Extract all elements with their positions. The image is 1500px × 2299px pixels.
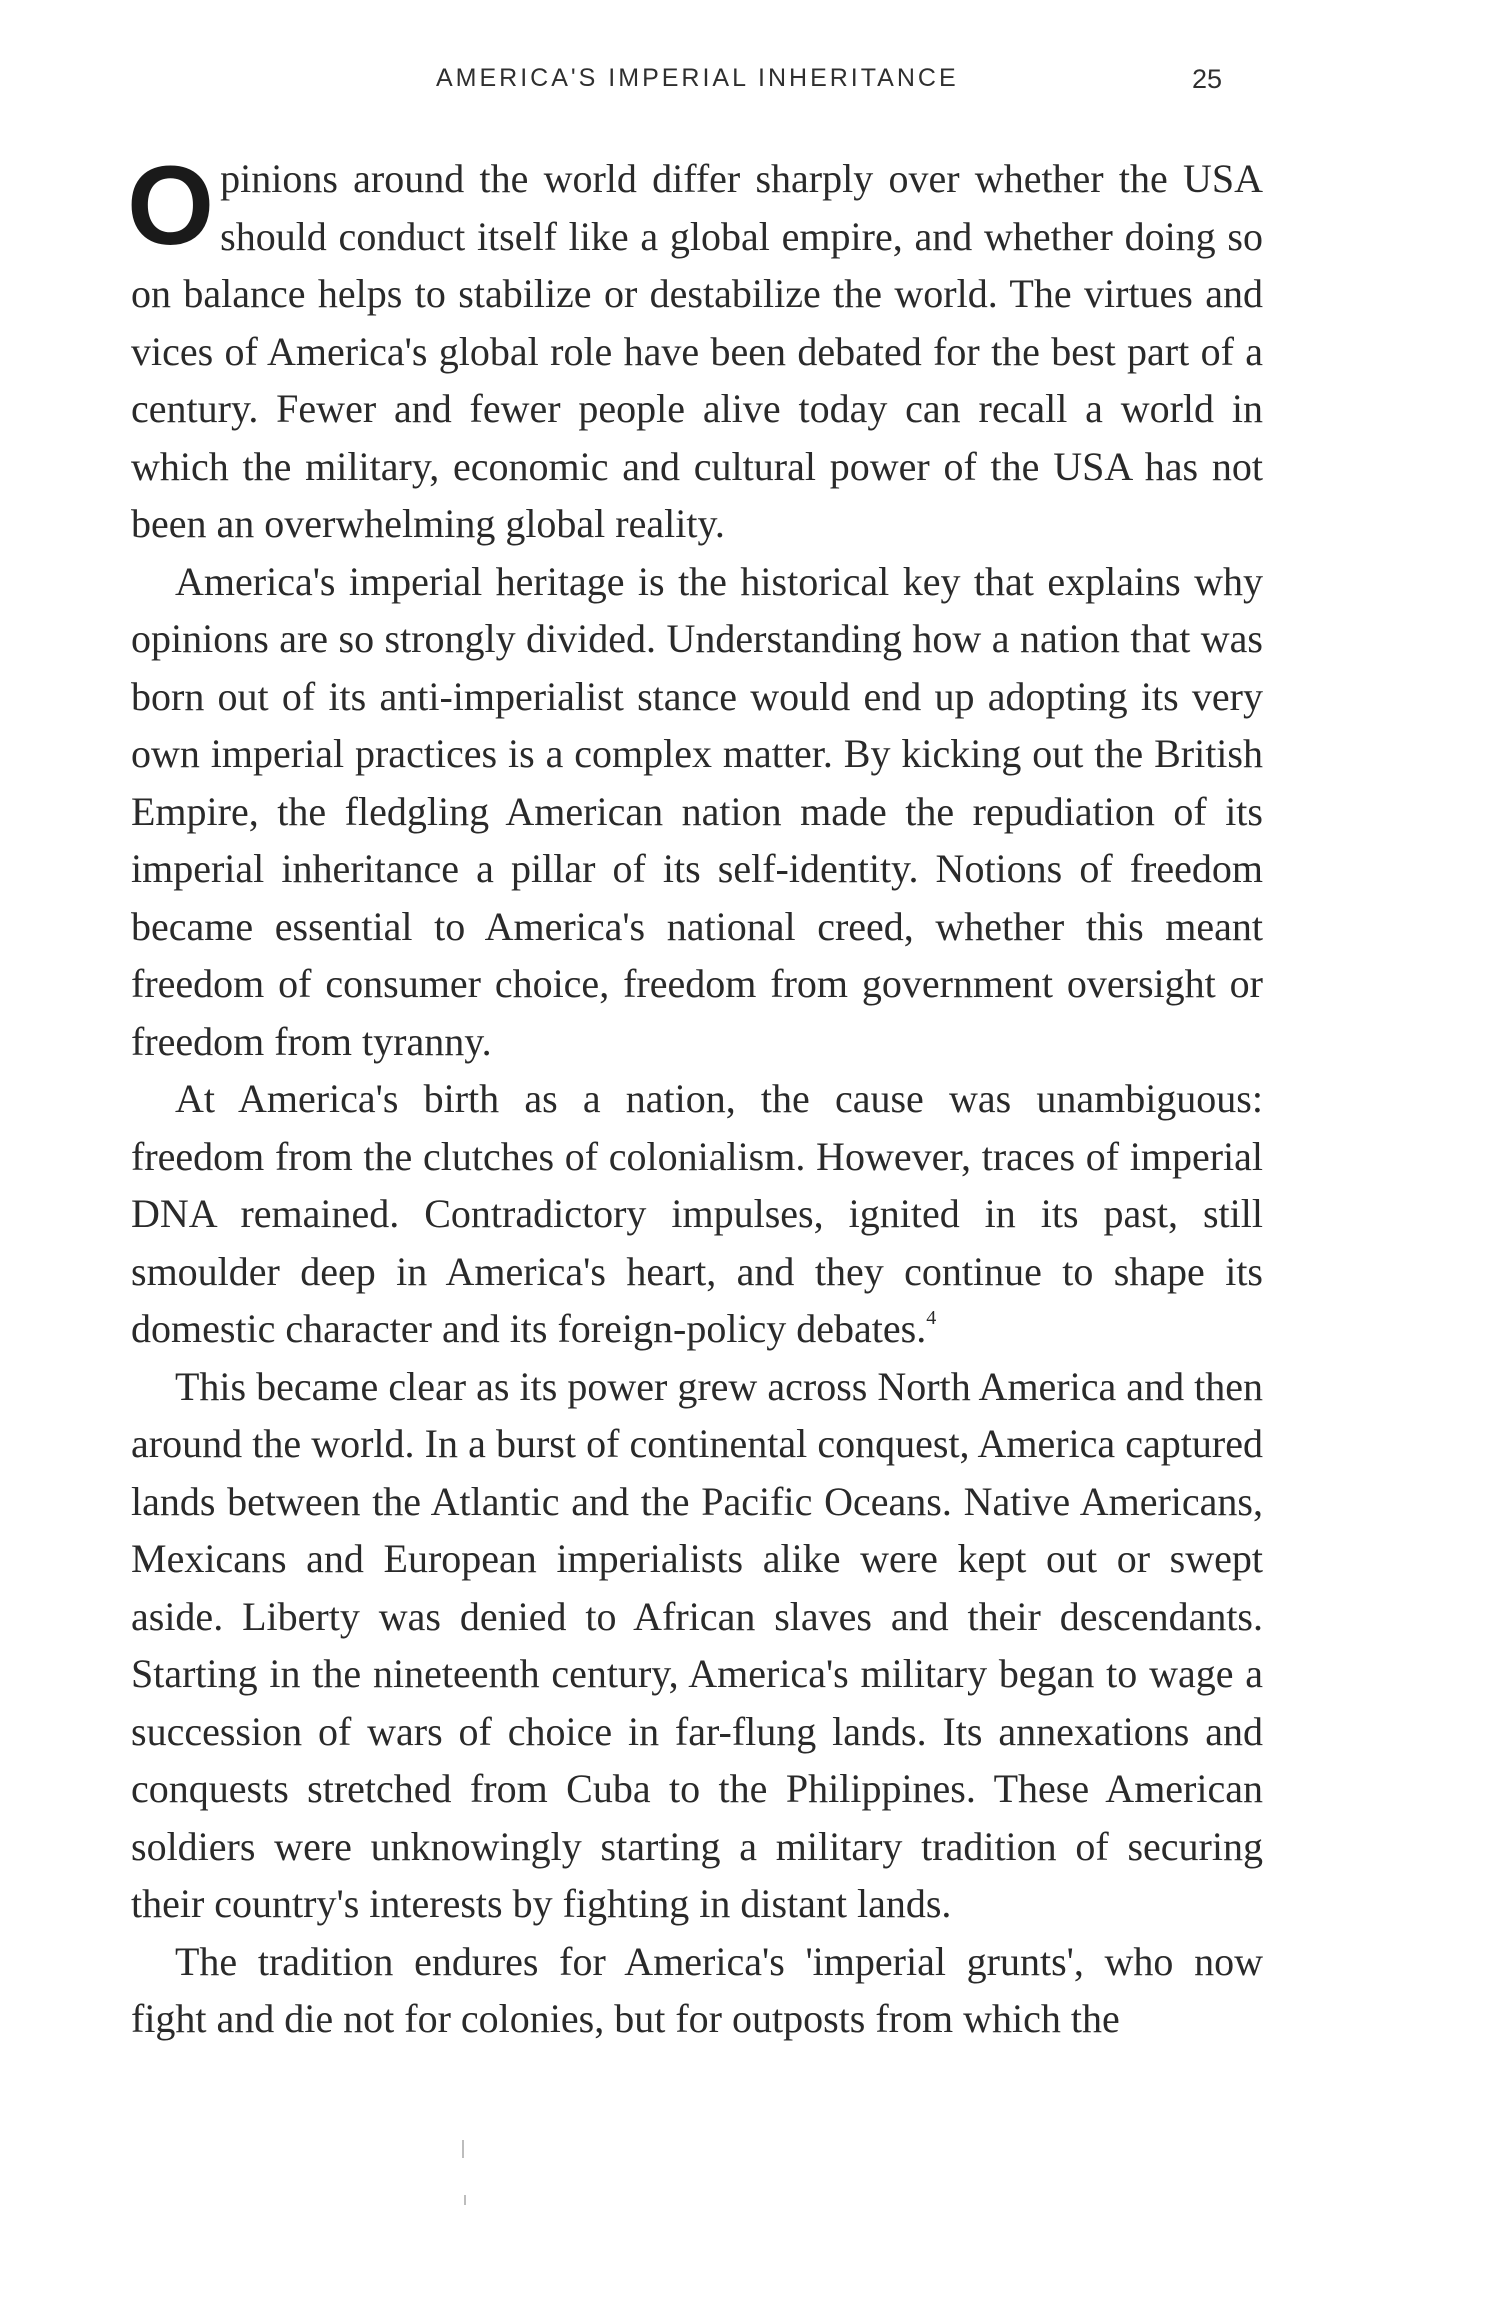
scan-speck <box>464 2195 466 2205</box>
paragraph <box>131 1070 1263 1358</box>
drop-cap: O <box>127 143 215 268</box>
paragraph-text: This became clear as its power grew across North America and then around the world. In a burst of continental conquest, America captured lands between the Atlantic and the Pacific Oceans. Native Americans, Mexicans and European imperialists alike were kept out or swept aside. Liberty was denied to African slaves and their descendants. Starting in the nineteenth century, America's military began to wage a succession of wars of choice in far-flung lands. Its annexations and conquests stretched from Cuba to the Philippines. These American soldiers were unknowingly starting a military tradition of securing their country's interests by fighting in distant lands. <box>131 1363 1263 1926</box>
body-text <box>127 143 1263 2048</box>
paragraph-text: At America's birth as a nation, the cause was unambiguous: freedom from the clutches of colonialism. However, traces of imperial DNA remained. Contradictory impulses, ignited in its past, still smoulder deep in America's heart, and they continue to shape its domestic character and its foreign-policy debates. <box>131 1076 1263 1351</box>
running-title: AMERICA'S IMPERIAL INHERITANCE <box>436 64 959 92</box>
scan-speck <box>462 2140 464 2158</box>
paragraph <box>131 1933 1263 2048</box>
paragraph-text: America's imperial heritage is the historical key that explains why opinions are so strongly divided. Understanding how a nation that was born out of its anti-imperialist stance would end up adopting its very own imperial practices is a complex matter. By kicking out the British Empire, the fledgling American nation made the repudiation of its imperial inheritance a pillar of its self-identity. Notions of freedom became essential to America's national creed, whether this meant freedom of consumer choice, freedom from government oversight or freedom from tyranny. <box>131 558 1263 1064</box>
paragraph <box>127 143 1263 553</box>
page-number: 25 <box>1192 64 1223 94</box>
paragraph <box>131 553 1263 1071</box>
paragraph <box>131 1358 1263 1933</box>
paragraph-text: The tradition endures for America's 'imperial grunts', who now fight and die not for colonies, but for outposts from which the <box>131 1938 1263 2041</box>
footnote-marker[interactable]: 4 <box>926 1307 937 1329</box>
paragraph-text: pinions around the world differ sharply over whether the USA should conduct itself like a global empire, and whether doing so on balance helps to stabilize or destabilize the world. The virtues and vices of America's global role have been debated for the best part of a century. Fewer and fewer people alive today can recall a world in which the military, economic and cultural power of the USA has not been an overwhelming global reality. <box>131 156 1263 546</box>
